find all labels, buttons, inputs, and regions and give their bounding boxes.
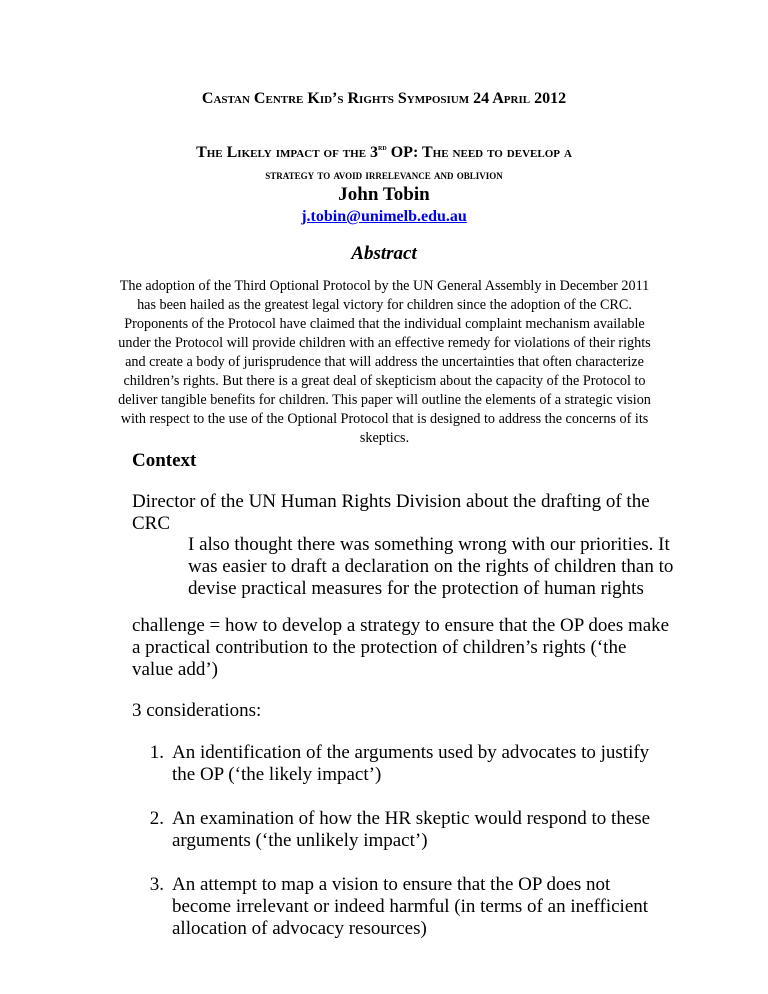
block-quote: I also thought there was something wrong with our priorities. It was easier to draft a declaration on the rights of children than to devise practical measures for the protection of human rights xyxy=(188,534,674,599)
list-item-number: 3. xyxy=(149,874,164,895)
email-link[interactable]: j.tobin@unimelb.edu.au xyxy=(301,208,467,225)
context-heading: Context xyxy=(132,450,197,471)
author-email xyxy=(0,208,768,226)
list-item-number: 2. xyxy=(149,808,164,829)
list-item-text: An identification of the arguments used by advocates to justify the OP (‘the likely impact’) xyxy=(172,742,650,785)
paper-title-sup: rd xyxy=(378,142,387,152)
context-intro: Director of the UN Human Rights Division about the drafting of the CRC xyxy=(132,491,650,534)
author-name: John Tobin xyxy=(338,184,430,205)
paper-title xyxy=(0,136,768,186)
list-item xyxy=(132,742,672,786)
list-item-number: 1. xyxy=(149,742,164,763)
abstract-text: The adoption of the Third Optional Protocol by the UN General Assembly in December 2011 has been hailed as the greatest legal victory for children since the adoption of the CRC. Proponents of the Protocol have claimed that the individual complaint mechanism available under the Protocol will provide children with an effective remedy for violations of their rights and create a body of jurisprudence that will address the uncertainties that often characterize children’s rights. But there is a great deal of skepticism about the capacity of the Protocol to deliver tangible benefits for children. This paper will outline the elements of a strategic vision with respect to the use of the Optional Protocol that is designed to address the concerns of its skeptics. xyxy=(118,278,651,446)
paper-title-line2: strategy to avoid irrelevance and oblivion xyxy=(265,167,503,182)
paper-title-part2: OP: The need to develop a xyxy=(386,144,572,161)
list-item-text: An attempt to map a vision to ensure that the OP does not become irrelevant or indeed harmful (in terms of an inefficient allocation of advocacy resources) xyxy=(172,874,649,939)
list-item-text: An examination of how the HR skeptic would respond to these arguments (‘the unlikely impact’) xyxy=(172,808,651,851)
challenge-paragraph: challenge = how to develop a strategy to ensure that the OP does make a practical contribution to the protection of children’s rights (‘the value add’) xyxy=(132,615,670,680)
symposium-title: Castan Centre Kid’s Rights Symposium 24 April 2012 xyxy=(201,90,567,107)
considerations-heading: 3 considerations: xyxy=(132,700,262,721)
list-item xyxy=(132,874,672,940)
considerations-list xyxy=(132,742,672,962)
paper-title-part1: The Likely impact of the 3 xyxy=(196,144,379,161)
list-item xyxy=(132,808,672,852)
abstract-heading: Abstract xyxy=(351,243,417,264)
